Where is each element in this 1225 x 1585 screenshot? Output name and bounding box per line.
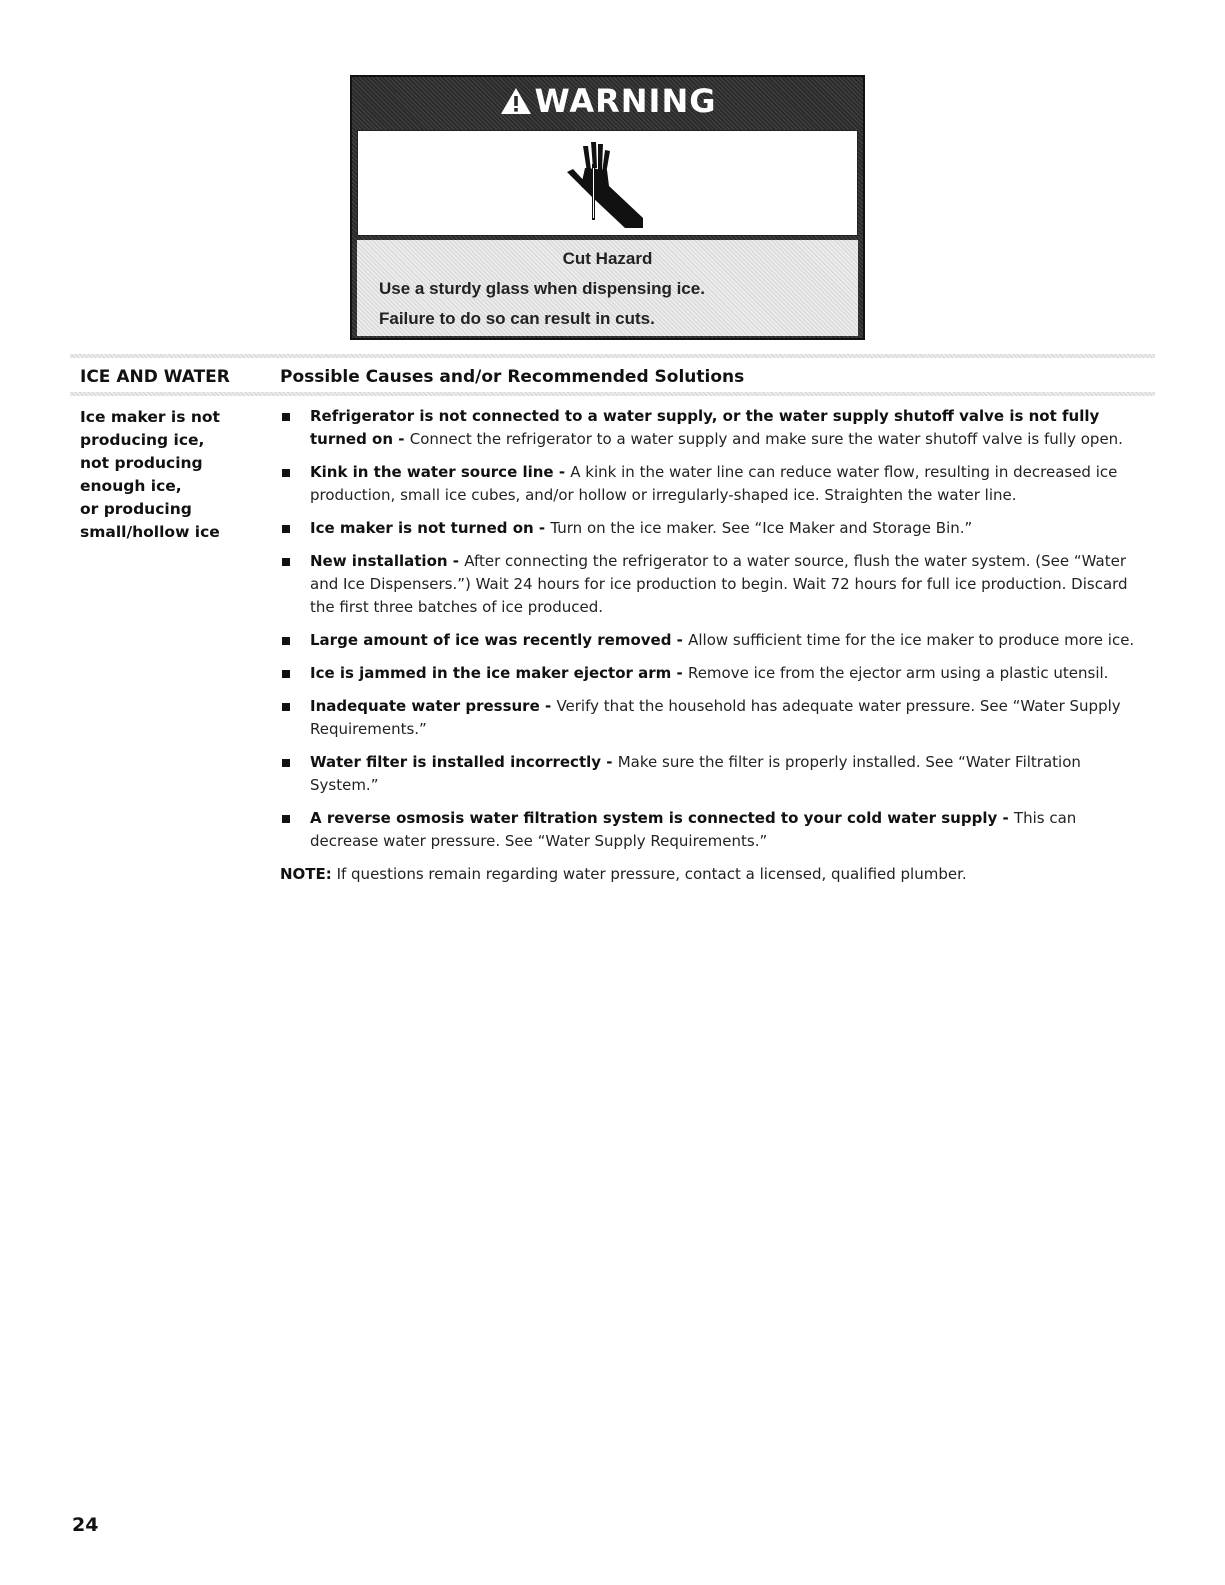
solution-body: Verify that the household has adequate water pressure. See “Water Supply Requirements.”	[310, 697, 1121, 738]
note	[280, 863, 1138, 886]
solution-body: Remove ice from the ejector arm using a plastic utensil.	[687, 664, 1109, 682]
solution-lead: New installation -	[310, 552, 465, 570]
solution-lead: A reverse osmosis water filtration system is connected to your cold water supply -	[310, 809, 1014, 827]
symbol-panel	[357, 130, 858, 236]
note-text: If questions remain regarding water pressure, contact a licensed, qualified plumber.	[331, 865, 967, 883]
solution-item	[280, 550, 1138, 619]
bullet	[282, 670, 290, 678]
solution-lead: Large amount of ice was recently removed -	[310, 631, 689, 649]
solution-lead: Inadequate water pressure -	[310, 697, 557, 715]
solution-body: Make sure the filter is properly installed. See “Water Filtration System.”	[310, 753, 1081, 794]
solution-item	[280, 405, 1138, 451]
table-top-rule	[70, 354, 1155, 358]
problem-description	[80, 406, 240, 544]
warning-text-panel	[357, 240, 858, 336]
solution-lead: Ice maker is not turned on -	[310, 519, 551, 537]
hazard-line: Use a sturdy glass when dispensing ice.	[379, 279, 705, 298]
bullet	[282, 469, 290, 477]
solution-item	[280, 629, 1138, 652]
hazard-name: Cut Hazard	[562, 249, 653, 268]
solutions-list	[280, 405, 1138, 886]
solution-item	[280, 807, 1138, 853]
solution-item	[280, 517, 1138, 540]
solution-lead: Refrigerator is not connected to a water supply, or the water supply shutoff valve is not fully turned on -	[310, 407, 1100, 448]
note-label: NOTE:	[280, 865, 332, 883]
solution-lead: Water filter is installed incorrectly -	[310, 753, 618, 771]
warning-title-group	[499, 82, 717, 120]
solution-body: A kink in the water line can reduce water flow, resulting in decreased ice production, small ice cubes, and/or hollow or irregularly-shaped ice. Straighten the water line.	[310, 463, 1118, 504]
problem-line: enough ice,	[80, 477, 182, 495]
solution-lead: Ice is jammed in the ice maker ejector arm -	[310, 664, 688, 682]
problem-line: or producing	[80, 500, 192, 518]
problem-line: not producing	[80, 454, 203, 472]
solution-item	[280, 751, 1138, 797]
section-heading: ICE AND WATER	[80, 367, 230, 387]
solution-body: After connecting the refrigerator to a water source, flush the water system. (See “Water and Ice Dispensers.”) Wait 24 hours for ice production to begin. Wait 72 hours for full ice production. Discard the first three batches of ice produced.	[310, 552, 1128, 616]
bullet	[282, 558, 290, 566]
bullet	[282, 815, 290, 823]
page-number: 24	[72, 1514, 99, 1536]
warning-title: WARNING	[534, 82, 717, 120]
warning-header	[352, 77, 863, 125]
bullet	[282, 413, 290, 421]
warning-frame	[352, 125, 863, 338]
solution-item	[280, 461, 1138, 507]
warning-triangle-icon	[499, 86, 533, 116]
bullet	[282, 759, 290, 767]
bullet	[282, 637, 290, 645]
hazard-line: Failure to do so can result in cuts.	[379, 309, 655, 328]
solution-lead: Kink in the water source line -	[310, 463, 571, 481]
solution-body: This can decrease water pressure. See “Water Supply Requirements.”	[310, 809, 1077, 850]
solution-body: Allow sufficient time for the ice maker to produce more ice.	[688, 631, 1135, 649]
solution-body: Turn on the ice maker. See “Ice Maker and Storage Bin.”	[550, 519, 973, 537]
bullet	[282, 525, 290, 533]
warning-box	[350, 75, 865, 340]
bullet	[282, 703, 290, 711]
problem-line: producing ice,	[80, 431, 205, 449]
cut-hazard-hand-icon	[563, 138, 653, 228]
problem-line: small/hollow ice	[80, 523, 220, 541]
solutions-heading: Possible Causes and/or Recommended Solutions	[280, 367, 745, 387]
solution-item	[280, 695, 1138, 741]
solution-item	[280, 662, 1138, 685]
problem-line: Ice maker is not	[80, 408, 220, 426]
solution-body: Connect the refrigerator to a water supply and make sure the water shutoff valve is fully open.	[409, 430, 1123, 448]
table-header-rule	[70, 392, 1155, 396]
